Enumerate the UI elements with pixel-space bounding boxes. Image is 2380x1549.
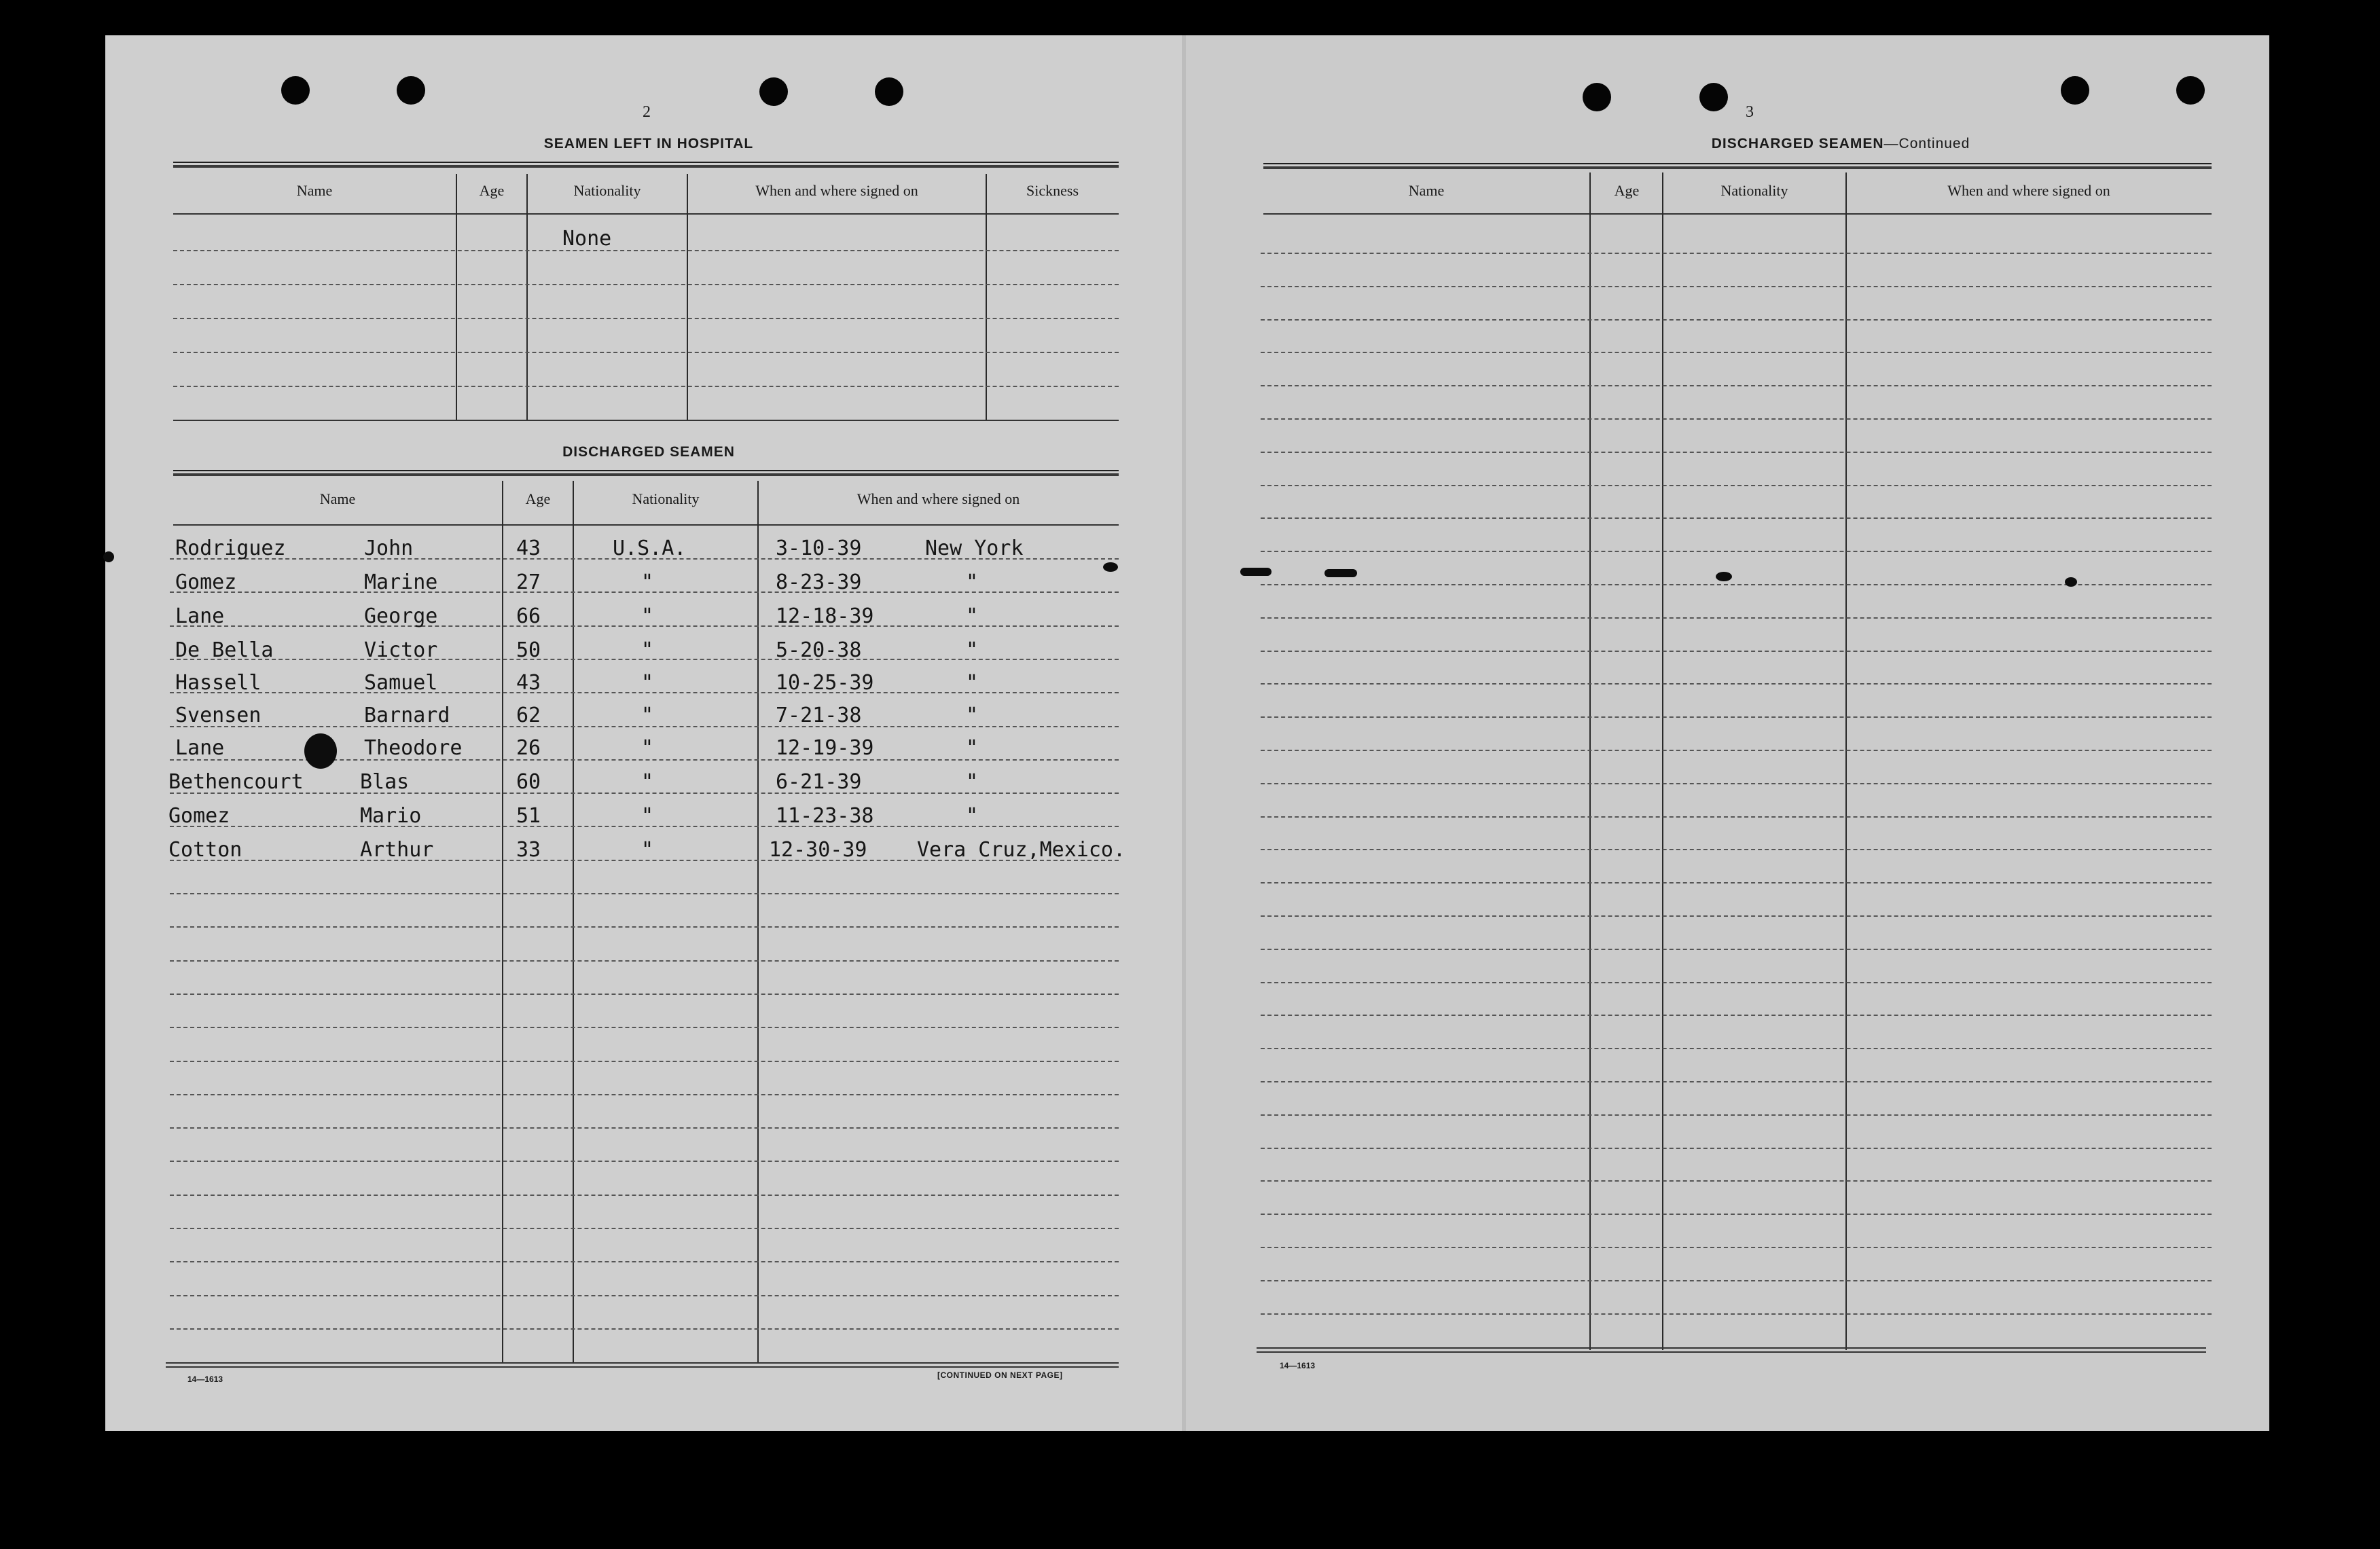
column-divider	[526, 174, 528, 421]
row-given-name: Marine	[364, 570, 438, 594]
row-rule	[1261, 651, 2212, 652]
row-nationality: "	[641, 570, 654, 594]
ink-blot	[2065, 577, 2077, 587]
form-number: 14—1613	[1280, 1361, 1316, 1370]
row-age: 43	[516, 536, 541, 560]
row-age: 51	[516, 804, 541, 828]
row-surname: De Bella	[175, 638, 274, 662]
row-surname: Svensen	[175, 704, 262, 727]
page-fold	[1182, 35, 1186, 1431]
column-divider	[757, 481, 759, 1364]
row-rule	[1261, 1214, 2212, 1215]
row-place: "	[966, 638, 979, 662]
row-rule	[1261, 982, 2212, 983]
row-rule	[1261, 1048, 2212, 1049]
row-nationality: "	[641, 804, 654, 828]
row-place: "	[966, 570, 979, 594]
row-given-name: Mario	[360, 804, 422, 828]
hospital-entry: None	[562, 227, 612, 251]
row-place: "	[966, 770, 979, 794]
row-rule	[1261, 949, 2212, 950]
punch-hole	[281, 76, 310, 105]
row-date: 12-18-39	[776, 604, 874, 628]
column-divider	[573, 481, 574, 1364]
row-surname: Gomez	[175, 570, 237, 594]
ink-blot	[103, 551, 114, 562]
row-given-name: Arthur	[360, 838, 434, 862]
row-rule	[1261, 385, 2212, 386]
column-divider	[1662, 172, 1663, 1350]
row-age: 43	[516, 671, 541, 695]
row-nationality: "	[641, 704, 654, 727]
row-surname: Rodriguez	[175, 536, 286, 560]
row-rule	[1261, 319, 2212, 321]
row-rule	[1261, 750, 2212, 751]
row-rule	[1261, 1313, 2212, 1315]
row-rule	[1261, 783, 2212, 784]
row-given-name: Barnard	[364, 704, 450, 727]
row-rule	[170, 1061, 1119, 1062]
row-nationality: "	[641, 638, 654, 662]
punch-hole	[759, 77, 788, 106]
column-header-nationality: Nationality	[1720, 182, 1788, 199]
column-header-age: Age	[479, 182, 505, 199]
row-rule	[173, 284, 1119, 285]
discharged-section-title: DISCHARGED SEAMEN	[562, 444, 735, 460]
hospital-section-title: SEAMEN LEFT IN HOSPITAL	[543, 136, 754, 151]
row-rule	[1261, 1148, 2212, 1149]
row-surname: Bethencourt	[168, 770, 304, 794]
row-date: 11-23-38	[776, 804, 874, 828]
row-given-name: Samuel	[364, 671, 438, 695]
row-place: New York	[925, 536, 1024, 560]
row-date: 3-10-39	[776, 536, 862, 560]
column-divider	[1589, 172, 1591, 1350]
row-age: 27	[516, 570, 541, 594]
row-rule	[1261, 1280, 2212, 1281]
column-divider	[502, 481, 503, 1364]
table-bottom-rule	[1257, 1351, 2206, 1353]
punch-hole	[2176, 76, 2205, 105]
row-rule	[1261, 716, 2212, 718]
ink-blot	[1103, 562, 1118, 572]
table-top-rule	[1263, 163, 2212, 166]
row-date: 12-30-39	[769, 838, 867, 862]
row-place: "	[966, 704, 979, 727]
header-rule	[173, 524, 1119, 526]
row-given-name: George	[364, 604, 438, 628]
column-header-name: Name	[296, 182, 333, 199]
row-surname: Lane	[175, 736, 225, 760]
row-rule	[1261, 551, 2212, 552]
row-place: Vera Cruz,Mexico.	[917, 838, 1126, 862]
row-rule	[1261, 517, 2212, 519]
row-place: "	[966, 736, 979, 760]
row-rule	[170, 926, 1119, 928]
row-rule	[1261, 849, 2212, 850]
row-place: "	[966, 604, 979, 628]
table-top-rule	[173, 162, 1119, 164]
right-page	[1184, 35, 2269, 1431]
column-header-sickness: Sickness	[1026, 182, 1079, 199]
row-given-name: Victor	[364, 638, 438, 662]
row-rule	[1261, 485, 2212, 486]
row-age: 33	[516, 838, 541, 862]
column-header-signed-on: When and where signed on	[857, 490, 1020, 507]
row-rule	[170, 1027, 1119, 1028]
row-date: 7-21-38	[776, 704, 862, 727]
row-age: 60	[516, 770, 541, 794]
row-rule	[1261, 1081, 2212, 1082]
row-rule	[1261, 915, 2212, 917]
column-divider	[456, 174, 457, 421]
page-number: 2	[643, 103, 651, 121]
row-nationality: "	[641, 736, 654, 760]
discharged-continued-title	[1562, 136, 2119, 152]
row-rule	[173, 386, 1119, 387]
column-header-age: Age	[525, 490, 551, 507]
row-surname: Gomez	[168, 804, 230, 828]
column-divider	[687, 174, 688, 421]
column-header-name: Name	[319, 490, 356, 507]
row-surname: Lane	[175, 604, 225, 628]
header-rule	[1263, 213, 2212, 215]
row-surname: Cotton	[168, 838, 242, 862]
row-date: 5-20-38	[776, 638, 862, 662]
continued-note: [CONTINUED ON NEXT PAGE]	[937, 1370, 1063, 1380]
row-rule	[1261, 352, 2212, 353]
punch-hole	[1583, 83, 1611, 111]
row-rule	[170, 893, 1119, 894]
column-header-nationality: Nationality	[632, 490, 700, 507]
row-rule	[1261, 882, 2212, 883]
page-number: 3	[1746, 103, 1754, 121]
row-rule	[170, 1328, 1119, 1330]
row-rule	[170, 960, 1119, 962]
punch-hole	[397, 76, 425, 105]
row-rule	[1261, 1180, 2212, 1182]
row-rule	[1261, 683, 2212, 685]
form-number: 14—1613	[187, 1374, 223, 1384]
row-age: 62	[516, 704, 541, 727]
row-rule	[173, 318, 1119, 319]
row-rule	[1261, 286, 2212, 287]
row-rule	[1261, 816, 2212, 818]
column-header-nationality: Nationality	[573, 182, 641, 199]
column-header-age: Age	[1614, 182, 1640, 199]
header-rule	[173, 213, 1119, 215]
row-rule	[170, 1228, 1119, 1229]
row-place: "	[966, 671, 979, 695]
row-date: 8-23-39	[776, 570, 862, 594]
punch-hole	[1699, 83, 1728, 111]
row-nationality: "	[641, 604, 654, 628]
table-bottom-rule	[166, 1362, 1119, 1364]
row-given-name: Blas	[360, 770, 410, 794]
ink-blot	[1240, 568, 1272, 576]
section-title: DISCHARGED SEAMEN	[1711, 136, 1884, 151]
ink-blot	[304, 733, 337, 769]
punch-hole	[2061, 76, 2089, 105]
row-nationality: "	[641, 671, 654, 695]
row-rule	[1261, 1015, 2212, 1016]
row-date: 12-19-39	[776, 736, 874, 760]
row-rule	[170, 1161, 1119, 1162]
row-rule	[170, 1195, 1119, 1196]
left-page	[105, 35, 1184, 1431]
row-rule	[173, 352, 1119, 353]
column-divider	[1845, 172, 1847, 1350]
section-title-suffix: —Continued	[1883, 136, 1970, 151]
row-rule	[1261, 253, 2212, 254]
row-rule	[170, 1295, 1119, 1296]
row-rule	[170, 1261, 1119, 1262]
row-rule	[173, 250, 1119, 251]
punch-hole	[875, 77, 903, 106]
row-rule	[170, 1127, 1119, 1129]
row-given-name: John	[364, 536, 414, 560]
row-nationality: "	[641, 770, 654, 794]
row-rule	[1261, 617, 2212, 619]
row-rule	[1261, 418, 2212, 420]
row-rule	[1261, 1247, 2212, 1248]
row-rule	[1261, 1114, 2212, 1116]
row-date: 10-25-39	[776, 671, 874, 695]
row-date: 6-21-39	[776, 770, 862, 794]
row-rule	[170, 1094, 1119, 1095]
column-divider	[986, 174, 987, 421]
row-given-name: Theodore	[364, 736, 463, 760]
row-nationality: U.S.A.	[613, 536, 687, 560]
row-age: 66	[516, 604, 541, 628]
row-rule	[170, 994, 1119, 995]
column-header-signed-on: When and where signed on	[755, 182, 918, 199]
ink-blot	[1324, 569, 1357, 577]
row-rule	[1261, 452, 2212, 453]
row-surname: Hassell	[175, 671, 262, 695]
row-age: 50	[516, 638, 541, 662]
table-bottom-rule	[166, 1366, 1119, 1368]
row-age: 26	[516, 736, 541, 760]
table-bottom-rule	[1257, 1347, 2206, 1349]
column-header-signed-on: When and where signed on	[1947, 182, 2110, 199]
ink-blot	[1716, 572, 1732, 581]
table-bottom-rule	[173, 420, 1119, 421]
table-top-rule	[173, 470, 1119, 473]
column-header-name: Name	[1408, 182, 1445, 199]
row-nationality: "	[641, 838, 654, 862]
row-place: "	[966, 804, 979, 828]
